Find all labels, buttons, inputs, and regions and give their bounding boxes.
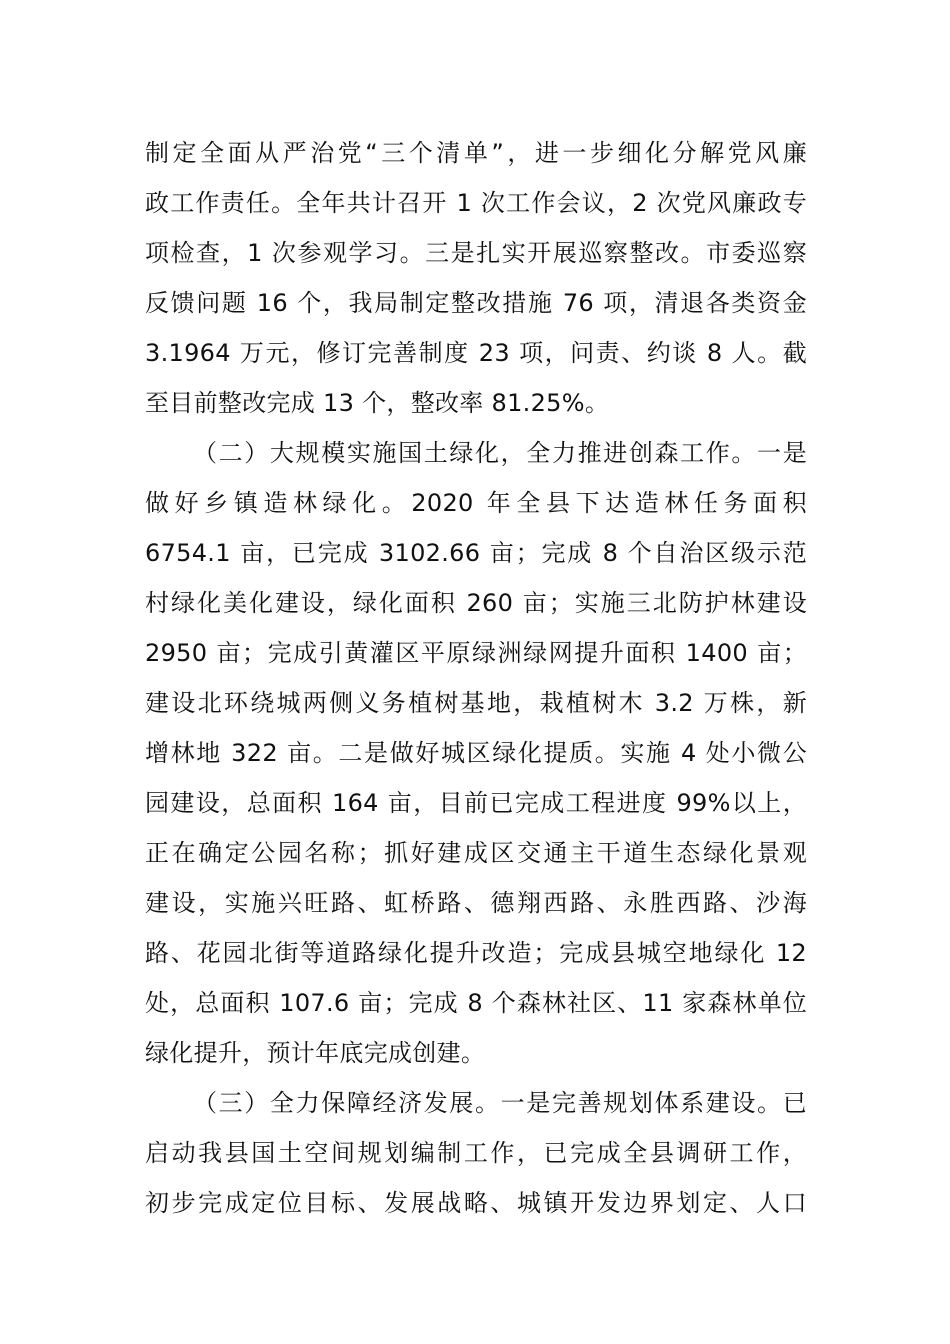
text-line: 村绿化美化建设，绿化面积 260 亩；实施三北防护林建设	[145, 589, 807, 617]
text-line: 6754.1 亩，已完成 3102.66 亩；完成 8 个自治区级示范	[145, 539, 807, 567]
text-line: 做好乡镇造林绿化。2020 年全县下达造林任务面积	[145, 489, 807, 517]
text-line: 制定全面从严治党“三个清单”，进一步细化分解党风廉	[145, 139, 807, 167]
text-line: 2950 亩；完成引黄灌区平原绿洲绿网提升面积 1400 亩；	[145, 639, 807, 667]
text-line: 反馈问题 16 个，我局制定整改措施 76 项，清退各类资金	[145, 289, 807, 317]
text-line: 启动我县国土空间规划编制工作，已完成全县调研工作，	[145, 1139, 807, 1167]
section-heading-line: （二）大规模实施国土绿化，全力推进创森工作。一是	[193, 439, 807, 467]
text-line: 园建设，总面积 164 亩，目前已完成工程进度 99%以上，	[145, 789, 807, 817]
text-line: 绿化提升，预计年底完成创建。	[145, 1039, 486, 1067]
text-line: 初步完成定位目标、发展战略、城镇开发边界划定、人口	[145, 1189, 807, 1217]
text-line: 处，总面积 107.6 亩；完成 8 个森林社区、11 家森林单位	[145, 989, 807, 1017]
text-line: 3.1964 万元，修订完善制度 23 项，问责、约谈 8 人。截	[145, 339, 807, 367]
text-line: 建设，实施兴旺路、虹桥路、德翔西路、永胜西路、沙海	[145, 889, 807, 917]
text-line: 建设北环绕城两侧义务植树基地，栽植树木 3.2 万株，新	[145, 689, 807, 717]
text-line: 至目前整改完成 13 个，整改率 81.25%。	[145, 389, 610, 417]
text-line: 增林地 322 亩。二是做好城区绿化提质。实施 4 处小微公	[145, 739, 807, 767]
text-line: 政工作责任。全年共计召开 1 次工作会议，2 次党风廉政专	[145, 189, 807, 217]
section-heading-line: （三）全力保障经济发展。一是完善规划体系建设。已	[193, 1089, 807, 1117]
text-line: 正在确定公园名称；抓好建成区交通主干道生态绿化景观	[145, 839, 807, 867]
document-body	[145, 128, 807, 1228]
text-line: 项检查，1 次参观学习。三是扎实开展巡察整改。市委巡察	[145, 239, 807, 267]
text-line: 路、花园北街等道路绿化提升改造；完成县城空地绿化 12	[145, 939, 807, 967]
